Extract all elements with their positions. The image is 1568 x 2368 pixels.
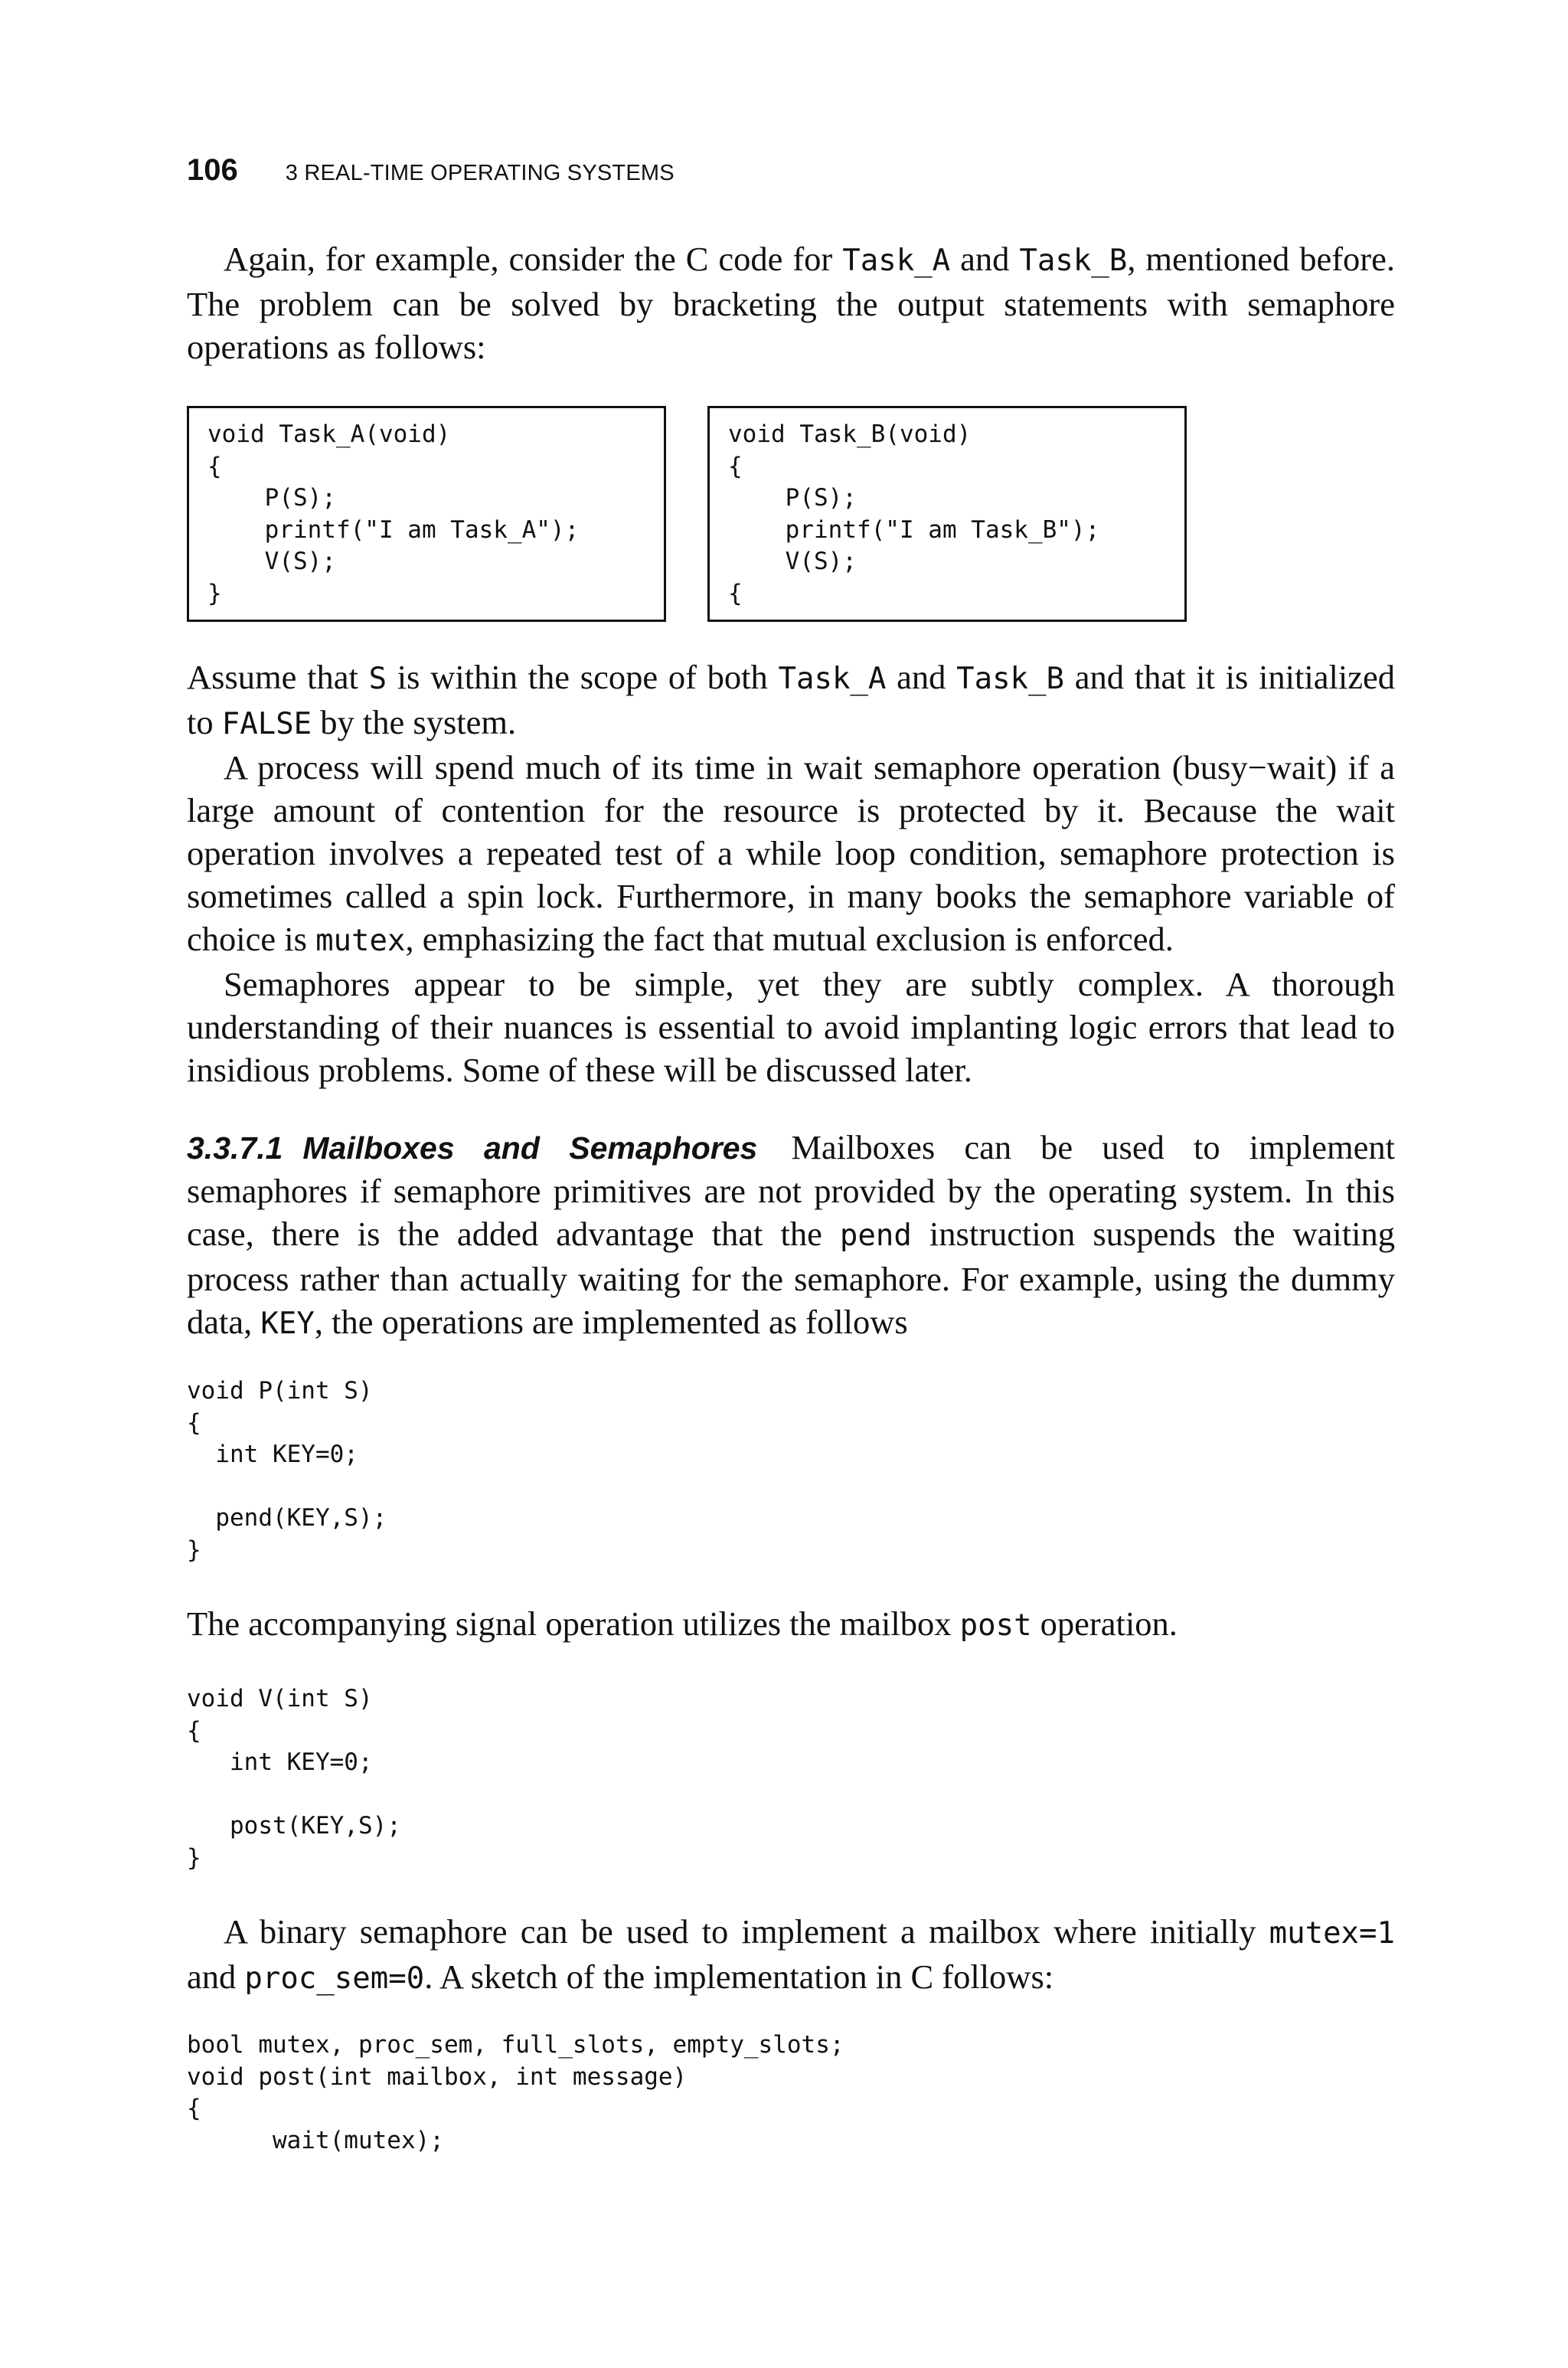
inline-code: Task_B: [1019, 244, 1128, 278]
assume-paragraph: Assume that S is within the scope of both Task_A and Task_B and that it is initialized to FALSE by the system.: [187, 658, 1395, 741]
code-task-b: void Task_B(void) { P(S); printf("I am Task_B"); V(S); {: [728, 420, 1100, 607]
inline-code: Task_A: [842, 244, 951, 278]
chapter-title: 3 REAL-TIME OPERATING SYSTEMS: [285, 161, 675, 185]
code-box-task-a: [187, 406, 666, 622]
section-number: 3.3.7.1: [187, 1130, 283, 1166]
page-number: 106: [187, 153, 238, 187]
inline-code: proc_sem=0: [244, 1961, 425, 1996]
inline-code: mutex=1: [1269, 1916, 1395, 1951]
code-post: bool mutex, proc_sem, full_slots, empty_slots; void post(int mailbox, int message) { wait(mutex);: [187, 2031, 844, 2154]
intro-paragraph: Again, for example, consider the C code for Task_A and Task_B, mentioned before. The problem can be solved by bracketing the output statements with semaphore operations as follows:: [187, 240, 1395, 366]
inline-code: mutex: [315, 924, 406, 958]
code-task-a: void Task_A(void) { P(S); printf("I am Task_A"); V(S); }: [207, 420, 580, 607]
inline-code: Task_A: [778, 662, 887, 696]
code-p: void P(int S) { int KEY=0; pend(KEY,S); }: [187, 1377, 387, 1564]
code-box-task-b: [707, 406, 1187, 622]
semaphores-paragraph: Semaphores appear to be simple, yet they are subtly complex. A thorough understanding of their nuances is essential to avoid implanting logic errors that lead to insidious problems. Some of these will be discussed later.: [187, 965, 1395, 1089]
inline-code: Task_B: [956, 662, 1064, 696]
body-text: [187, 656, 1395, 1091]
inline-code: KEY: [260, 1307, 315, 1341]
running-header: [187, 153, 675, 199]
process-paragraph: A process will spend much of its time in wait semaphore operation (busy−wait) if a large amount of contention for the resource is protected by it. Because the wait operation involves a repeated test of a while loop condition, semaphore protection is sometimes called a spin lock. Furthermore, in many books the semaphore variable of choice is mutex, emphasizing the fact that mutual exclusion is enforced.: [187, 748, 1395, 958]
signal-paragraph: The accompanying signal operation utilizes the mailbox post operation.: [187, 1604, 1178, 1643]
inline-code: FALSE: [221, 707, 312, 741]
code-v: void V(int S) { int KEY=0; post(KEY,S); }: [187, 1685, 401, 1872]
inline-code: post: [959, 1608, 1032, 1643]
binary-paragraph: A binary semaphore can be used to implement a mailbox where initially mutex=1 and proc_sem=0. A sketch of the implementation in C follows:: [187, 1912, 1395, 1996]
section-title: Mailboxes and Semaphores: [302, 1130, 758, 1166]
inline-code: pend: [839, 1218, 912, 1253]
section-paragraph: 3.3.7.1 Mailboxes and Semaphores Mailboxes can be used to implement semaphores if semaphore primitives are not provided by the operating system. In this case, there is the added advantage that the pend instruction suspends the waiting process rather than actually waiting for the semaphore. For example, using the dummy data, KEY, the operations are implemented as follows: [187, 1128, 1395, 1341]
section-heading: [187, 1130, 757, 1166]
inline-code: S: [368, 662, 387, 696]
